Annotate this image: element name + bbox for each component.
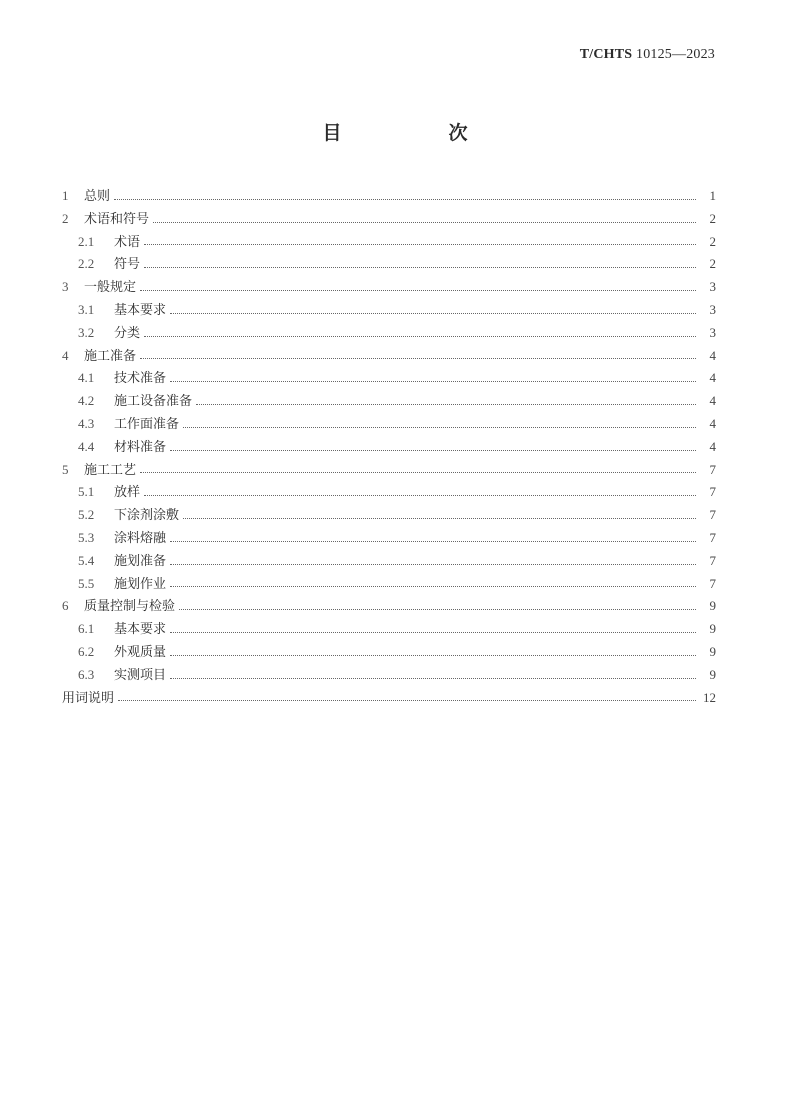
toc-leader-dots (170, 381, 696, 382)
standard-code (580, 47, 715, 63)
toc-entry-number: 6 (62, 598, 69, 614)
toc-leader-dots (170, 678, 696, 679)
toc-entry-label: 总则 (84, 189, 111, 204)
toc-entry-number: 2 (62, 210, 69, 226)
toc-entry-number: 4.2 (78, 393, 95, 409)
toc-entry[interactable] (62, 276, 716, 299)
toc-leader-dots (144, 336, 696, 337)
toc-entry-number: 4.1 (78, 370, 95, 386)
toc-entry-page: 7 (709, 484, 716, 500)
toc-entry-page: 3 (709, 301, 716, 317)
toc-entry[interactable] (62, 687, 716, 710)
toc-entry-label: 材料准备 (114, 439, 167, 455)
toc-leader-dots (144, 244, 696, 245)
toc-leader-dots (170, 655, 696, 656)
toc-entry[interactable] (62, 481, 716, 504)
toc-entry-page: 3 (709, 279, 716, 295)
toc-entry-number: 5.2 (78, 507, 95, 523)
toc-entry-page: 1 (709, 188, 716, 203)
toc-entry-page: 4 (709, 370, 716, 386)
toc-leader-dots (179, 609, 696, 610)
toc-entry-number: 3.2 (78, 324, 95, 340)
toc-entry-page: 7 (709, 529, 716, 545)
toc-leader-dots (170, 313, 696, 314)
toc-entry-label: 施工设备准备 (114, 394, 193, 410)
toc-entry[interactable] (62, 595, 716, 618)
toc-entry[interactable] (62, 208, 716, 231)
toc-entry[interactable] (62, 664, 716, 687)
toc-entry-number: 5.4 (78, 552, 95, 568)
toc-entry-number: 2.1 (78, 233, 95, 249)
toc-title: 目 次 (322, 122, 512, 144)
toc-entry-page: 7 (709, 507, 716, 523)
toc-entry-label: 实测项目 (114, 667, 167, 683)
toc-entry-page: 9 (709, 598, 716, 614)
toc-leader-dots (183, 518, 696, 519)
toc-leader-dots (183, 427, 696, 428)
toc-entry[interactable] (62, 436, 716, 459)
toc-entry[interactable] (62, 618, 716, 641)
toc-entry-label: 涂料熔融 (114, 530, 167, 546)
toc-entry-page: 4 (709, 393, 716, 409)
toc-entry[interactable] (62, 390, 716, 413)
toc-leader-dots (140, 290, 696, 291)
standard-org: T/CHTS (579, 47, 633, 62)
toc-entry-page: 2 (709, 256, 716, 272)
toc-entry-label: 术语 (114, 234, 141, 250)
toc-entry-page: 2 (709, 210, 716, 226)
toc-entry-page: 3 (709, 324, 716, 340)
toc-leader-dots (118, 700, 696, 701)
toc-entry-number: 6.1 (78, 621, 95, 637)
toc-entry-page: 12 (703, 689, 716, 705)
toc-leader-dots (170, 541, 696, 542)
toc-entry-number: 6.3 (78, 666, 95, 682)
toc-leader-dots (196, 404, 696, 405)
toc-entry[interactable] (62, 253, 716, 276)
toc-entry[interactable] (62, 345, 716, 368)
toc-entry-page: 4 (709, 347, 716, 363)
toc-entry[interactable] (62, 367, 716, 390)
toc-entry-page: 9 (709, 643, 716, 659)
toc-entry-label: 放样 (114, 485, 141, 501)
toc-entry-page: 7 (709, 575, 716, 591)
toc-entry-number: 1 (62, 188, 69, 203)
toc-entry-number: 5.3 (78, 529, 95, 545)
toc-entry-number: 4.4 (78, 438, 95, 454)
toc-leader-dots (140, 472, 696, 473)
toc-entry[interactable] (62, 299, 716, 322)
toc-entry[interactable] (62, 231, 716, 254)
toc-entry-number: 5.1 (78, 484, 95, 500)
toc-entry-label: 质量控制与检验 (84, 599, 176, 615)
toc-entry-label: 技术准备 (114, 371, 167, 387)
toc-entry[interactable] (62, 459, 716, 482)
toc-entry-label: 施划准备 (114, 553, 167, 569)
toc-entry-number: 5.5 (78, 575, 95, 591)
toc-entry-page: 7 (709, 461, 716, 477)
toc-leader-dots (170, 586, 696, 587)
toc-entry-number: 3 (62, 279, 69, 295)
toc-entry-page: 4 (709, 438, 716, 454)
toc-entry-page: 4 (709, 415, 716, 431)
toc-entry-number: 5 (62, 461, 69, 477)
toc-entry-label: 施划作业 (114, 576, 167, 592)
table-of-contents (62, 185, 716, 709)
toc-entry-label: 基本要求 (114, 622, 167, 638)
toc-entry-label: 外观质量 (114, 644, 167, 660)
toc-entry-number: 2.2 (78, 256, 95, 272)
toc-entry-number: 4.3 (78, 415, 95, 431)
toc-entry-label: 分类 (114, 325, 141, 341)
toc-entry-page: 2 (709, 233, 716, 249)
toc-entry-number: 4 (62, 347, 69, 363)
toc-leader-dots (144, 495, 696, 496)
toc-entry-page: 9 (709, 621, 716, 637)
toc-leader-dots (140, 358, 696, 359)
toc-entry-label: 术语和符号 (84, 211, 150, 227)
toc-entry[interactable] (62, 573, 716, 596)
toc-leader-dots (170, 450, 696, 451)
toc-entry[interactable] (62, 641, 716, 664)
toc-entry-label: 下涂剂涂敷 (114, 508, 180, 524)
toc-leader-dots (153, 222, 696, 223)
toc-entry[interactable] (62, 504, 716, 527)
toc-entry[interactable] (62, 185, 716, 208)
standard-number: 10125—2023 (636, 47, 715, 62)
toc-entry[interactable] (62, 322, 716, 345)
toc-entry-label: 一般规定 (84, 280, 137, 296)
toc-entry-page: 9 (709, 666, 716, 682)
toc-entry[interactable] (62, 527, 716, 550)
toc-entry-page: 7 (709, 552, 716, 568)
toc-entry-label: 用词说明 (62, 690, 115, 706)
toc-entry-number: 6.2 (78, 643, 95, 659)
toc-entry[interactable] (62, 413, 716, 436)
toc-entry[interactable] (62, 550, 716, 573)
toc-leader-dots (170, 632, 696, 633)
toc-entry-label: 施工工艺 (84, 462, 137, 478)
toc-leader-dots (144, 267, 696, 268)
toc-entry-label: 基本要求 (114, 302, 167, 318)
toc-leader-dots (114, 199, 696, 200)
toc-entry-label: 符号 (114, 257, 141, 273)
toc-entry-number: 3.1 (78, 301, 95, 317)
toc-entry-label: 施工准备 (84, 348, 137, 364)
toc-entry-label: 工作面准备 (114, 416, 180, 432)
toc-leader-dots (170, 564, 696, 565)
